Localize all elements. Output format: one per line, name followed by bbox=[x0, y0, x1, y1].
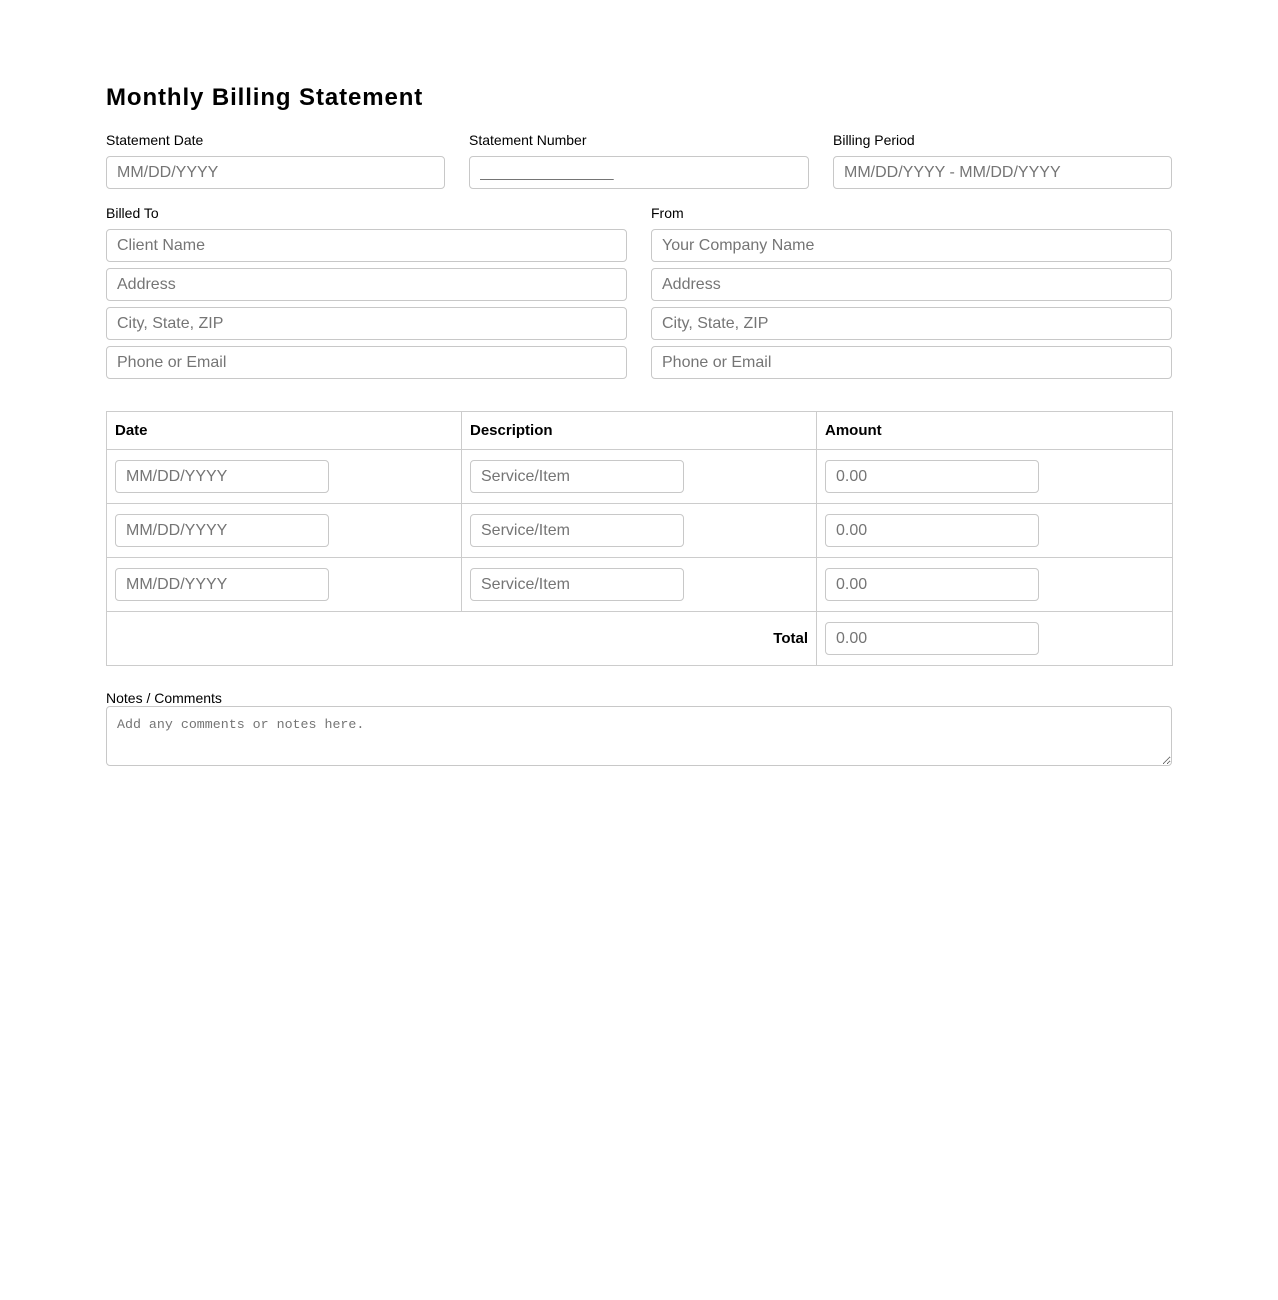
column-header-description: Description bbox=[462, 412, 817, 450]
client-name-input[interactable] bbox=[106, 229, 627, 262]
table-header-row bbox=[107, 412, 1173, 450]
table-row bbox=[107, 558, 1173, 612]
line-amount-input[interactable] bbox=[825, 460, 1039, 493]
page-title: Monthly Billing Statement bbox=[106, 84, 424, 111]
line-amount-input[interactable] bbox=[825, 514, 1039, 547]
client-city-state-zip-input[interactable] bbox=[106, 307, 627, 340]
statement-number-input[interactable] bbox=[469, 156, 809, 189]
billed-to-label: Billed To bbox=[106, 205, 159, 221]
company-phone-email-input[interactable] bbox=[651, 346, 1172, 379]
notes-label: Notes / Comments bbox=[106, 690, 222, 706]
from-label: From bbox=[651, 205, 684, 221]
table-row bbox=[107, 450, 1173, 504]
column-header-amount: Amount bbox=[817, 412, 1173, 450]
total-amount-input[interactable] bbox=[825, 622, 1039, 655]
client-address-input[interactable] bbox=[106, 268, 627, 301]
line-date-input[interactable] bbox=[115, 568, 329, 601]
billing-period-label: Billing Period bbox=[833, 132, 915, 148]
line-items-table bbox=[106, 411, 1173, 666]
table-row bbox=[107, 504, 1173, 558]
line-amount-input[interactable] bbox=[825, 568, 1039, 601]
line-date-input[interactable] bbox=[115, 514, 329, 547]
company-city-state-zip-input[interactable] bbox=[651, 307, 1172, 340]
statement-number-label: Statement Number bbox=[469, 132, 587, 148]
company-address-input[interactable] bbox=[651, 268, 1172, 301]
notes-textarea[interactable] bbox=[106, 706, 1172, 766]
line-description-input[interactable] bbox=[470, 460, 684, 493]
client-phone-email-input[interactable] bbox=[106, 346, 627, 379]
billing-period-input[interactable] bbox=[833, 156, 1172, 189]
line-description-input[interactable] bbox=[470, 568, 684, 601]
company-name-input[interactable] bbox=[651, 229, 1172, 262]
line-description-input[interactable] bbox=[470, 514, 684, 547]
column-header-date: Date bbox=[107, 412, 462, 450]
total-label: Total bbox=[107, 612, 817, 666]
statement-date-input[interactable] bbox=[106, 156, 445, 189]
line-date-input[interactable] bbox=[115, 460, 329, 493]
total-row bbox=[107, 612, 1173, 666]
statement-date-label: Statement Date bbox=[106, 132, 204, 148]
